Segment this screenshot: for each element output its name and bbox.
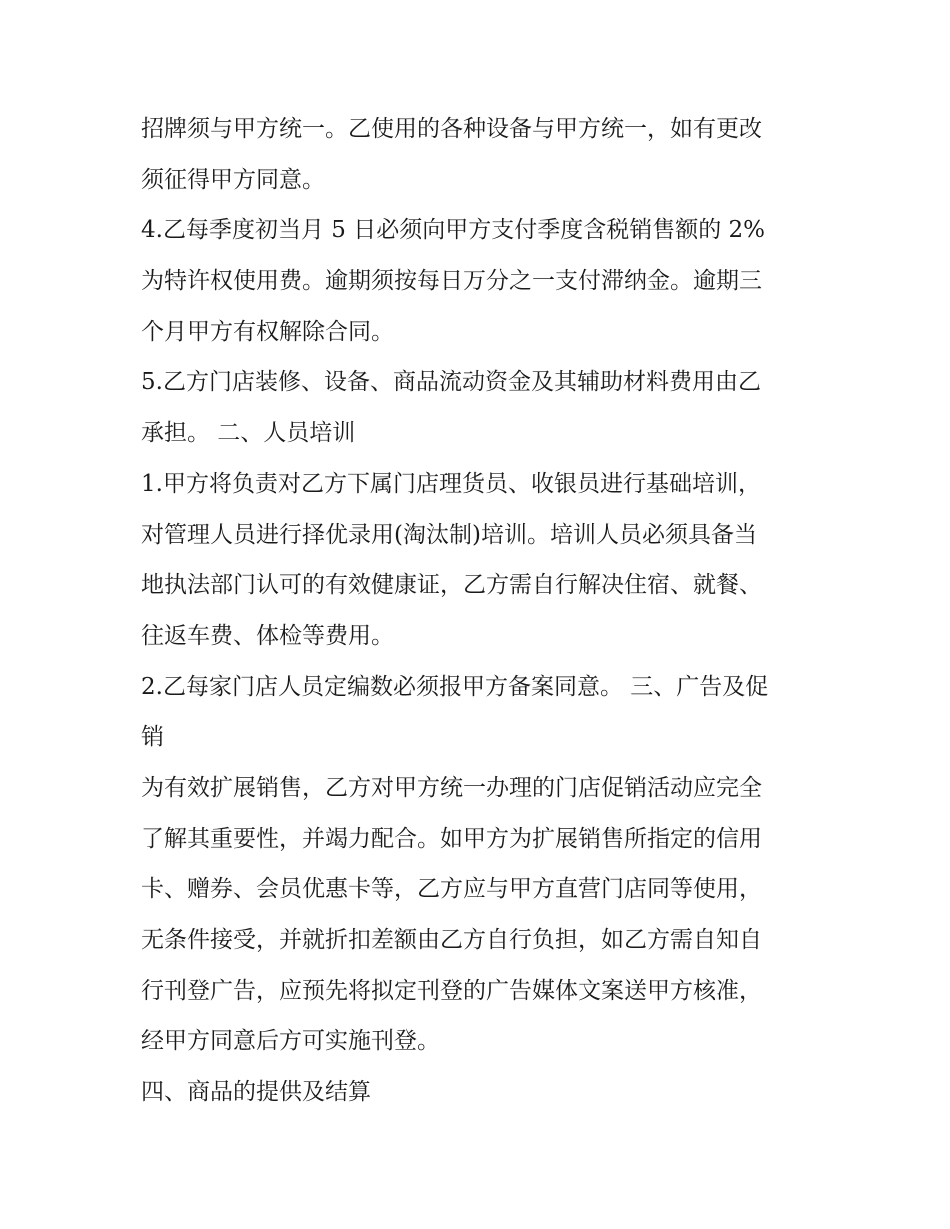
text-line: 行刊登广告，应预先将拟定刊登的广告媒体文案送甲方核准， — [141, 977, 762, 1004]
text-line: 往返车费、体检等费用。 — [141, 622, 394, 649]
text-line: 无条件接受，并就折扣差额由乙方自行负担，如乙方需自知自 — [141, 927, 762, 953]
text-line: 须征得甲方同意。 — [141, 166, 325, 193]
text-line: 地执法部门认可的有效健康证，乙方需自行解决住宿、就餐、 — [141, 572, 762, 599]
text-line: 卡、赠券、会员优惠卡等，乙方应与甲方直营门店同等使用， — [141, 876, 762, 903]
text-line: 了解其重要性，并竭力配合。如甲方为扩展销售所指定的信用 — [141, 825, 762, 852]
section-heading: 四、商品的提供及结算 — [141, 1079, 371, 1106]
text-line: 对管理人员进行择优录用(淘汰制)培训。培训人员必须具备当 — [141, 521, 757, 548]
text-line: 承担。 二、人员培训 — [141, 420, 356, 447]
text-line: 招牌须与甲方统一。乙使用的各种设备与甲方统一，如有更改 — [141, 116, 762, 142]
text-line: 1.甲方将负责对乙方下属门店理货员、收银员进行基础培训， — [141, 470, 761, 497]
text-line: 2.乙每家门店人员定编数必须报甲方备案同意。 三、广告及促 — [141, 673, 769, 700]
text-line: 4.乙每季度初当月 5 日必须向甲方支付季度含税销售额的 2% — [141, 217, 765, 244]
text-line: 经甲方同意后方可实施刊登。 — [141, 1028, 440, 1055]
text-line: 5.乙方门店装修、设备、商品流动资金及其辅助材料费用由乙 — [141, 369, 761, 396]
document-body — [141, 104, 821, 1118]
text-line: 销 — [141, 724, 164, 751]
text-line: 个月甲方有权解除合同。 — [141, 318, 394, 345]
text-line: 为有效扩展销售，乙方对甲方统一办理的门店促销活动应完全 — [141, 774, 762, 801]
text-line: 为特许权使用费。逾期须按每日万分之一支付滞纳金。逾期三 — [141, 268, 762, 295]
